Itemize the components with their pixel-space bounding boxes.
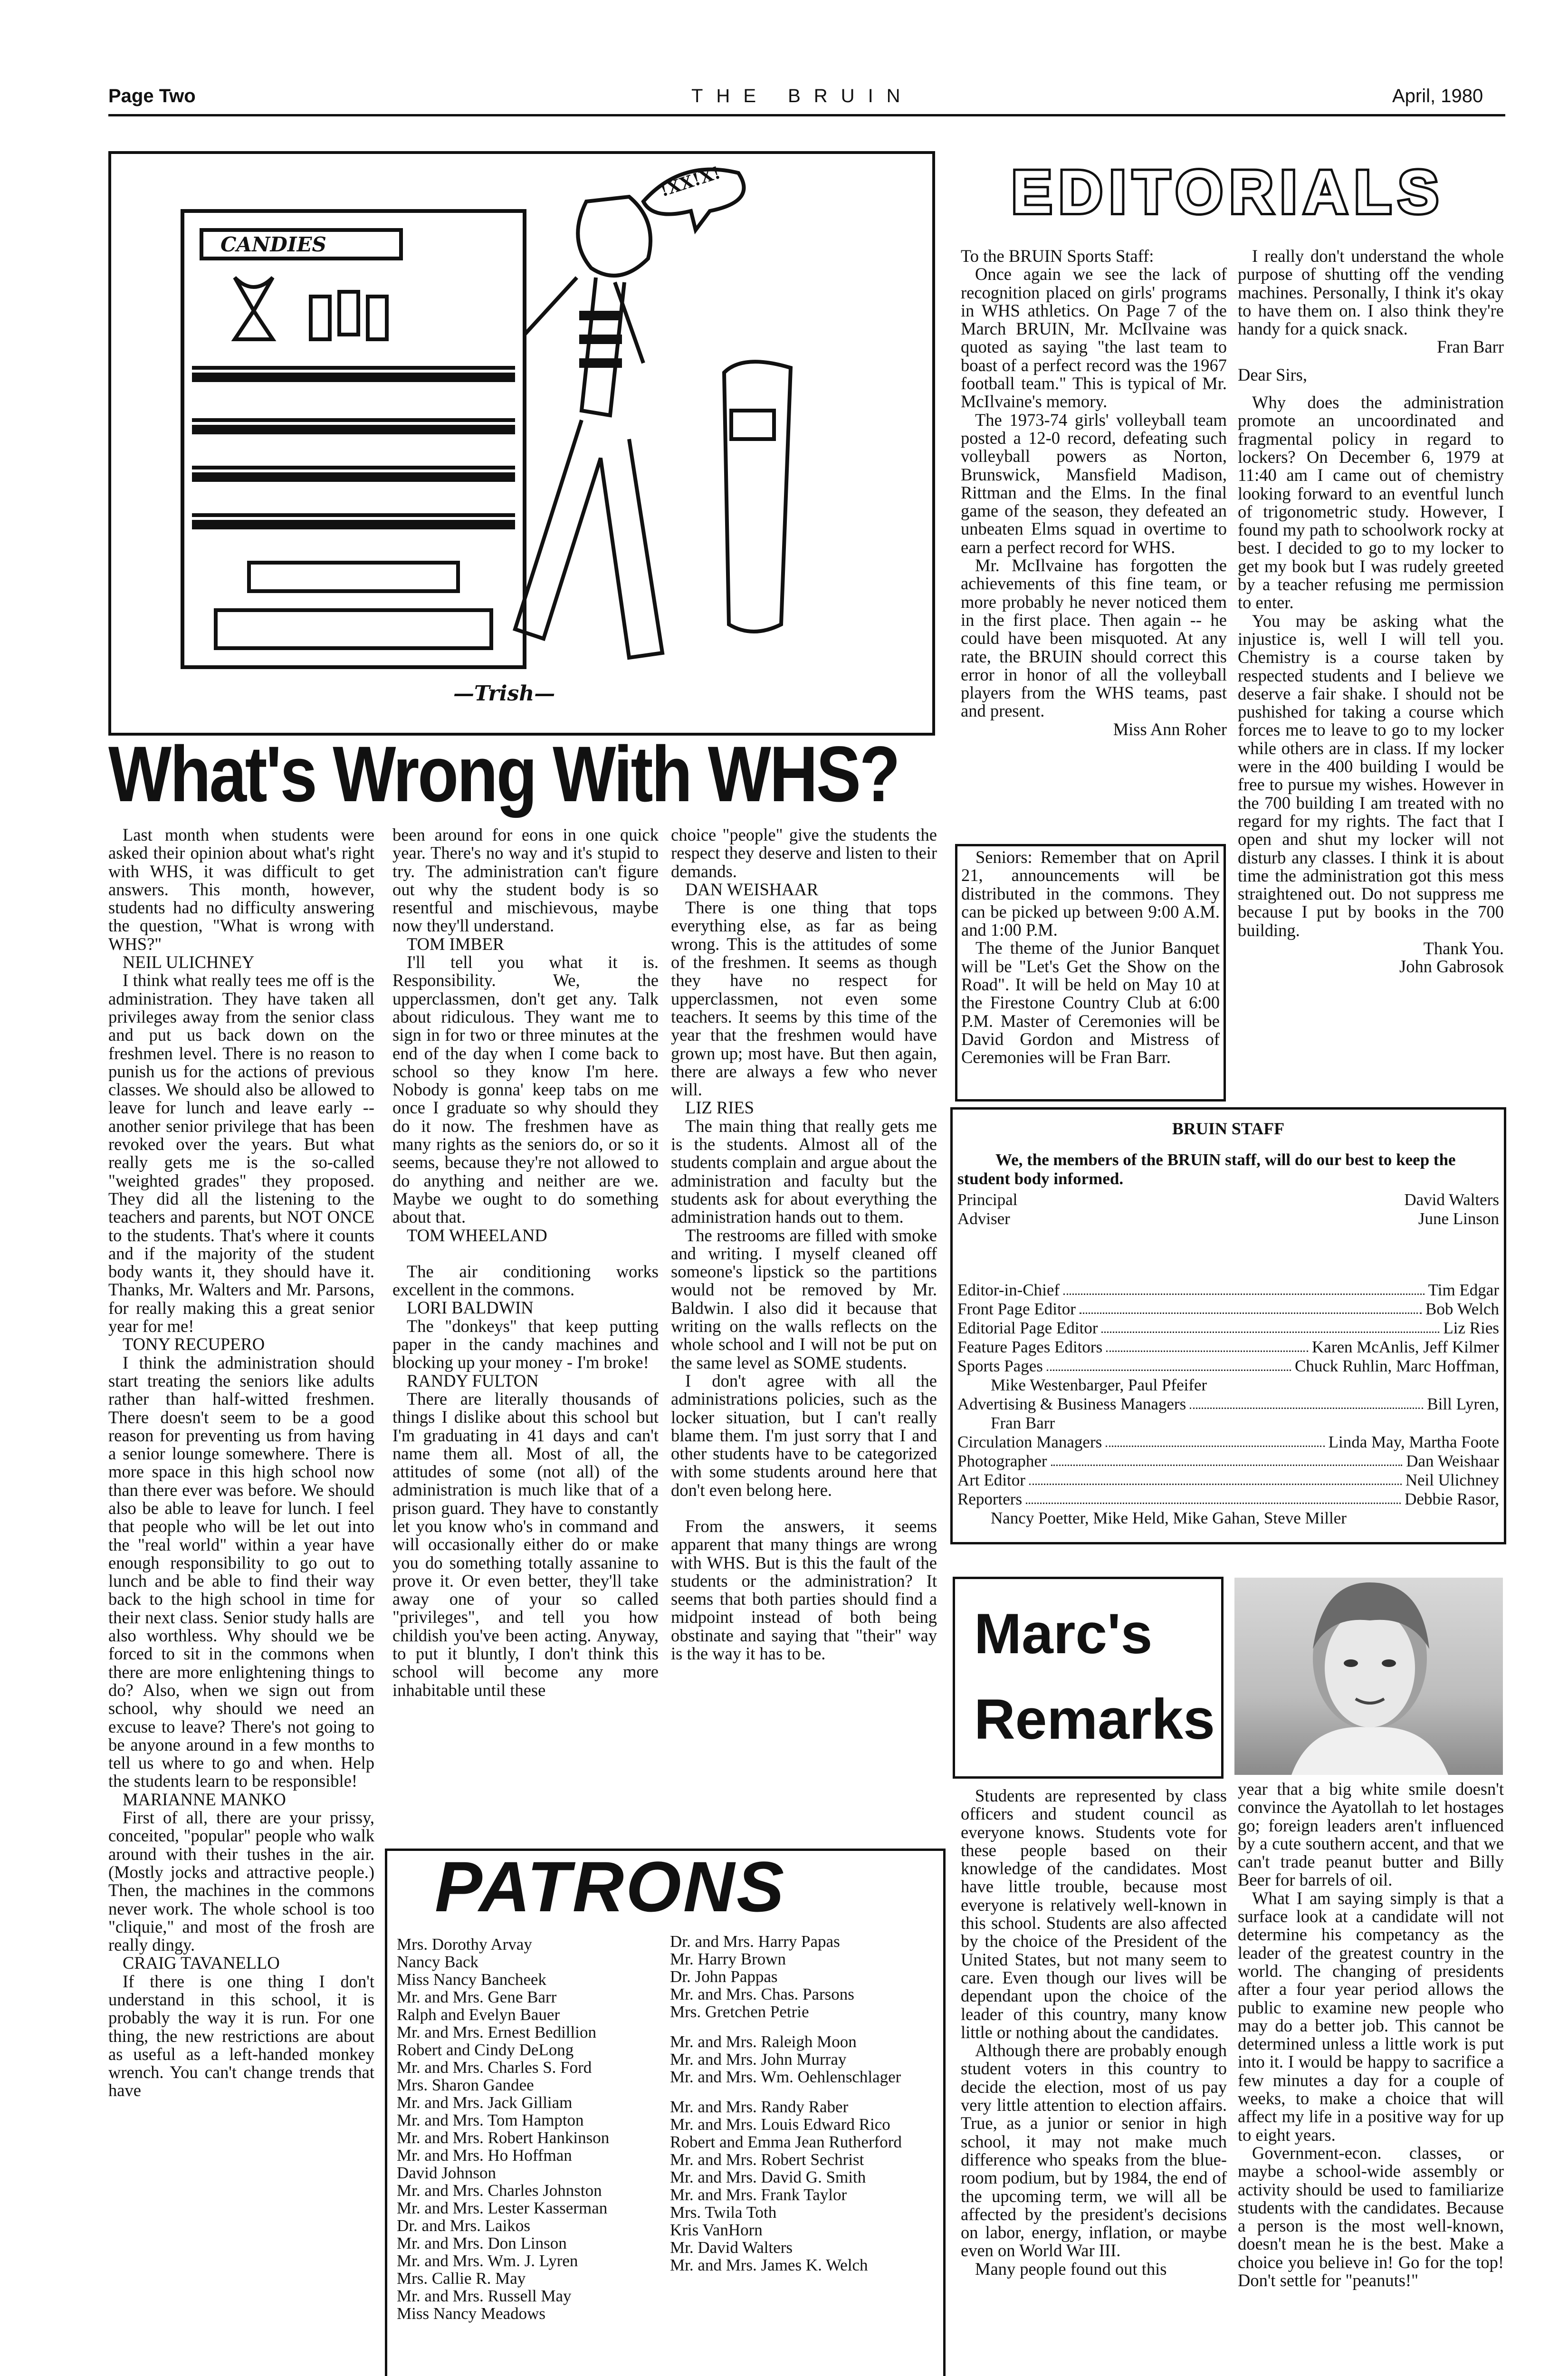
staff-name-continued: Fran Barr bbox=[991, 1414, 1055, 1432]
response-text: The restrooms are filled with smoke and writing. I myself cleaned off someone's lipstick so the partitions would not be removed by Mr. Baldwin. I also did it because that writing on the walls reflects on the whole school and I will not be put on the same level as SOME students. bbox=[671, 1225, 937, 1372]
column-paragraph: Students are represented by class officers and student council as everyone knows. Students vote for these people based on their knowledge of the candidates. Most have little trouble, because most everyone is relatively well-known in this school. Students are also affected by the choice of the President of the United States, but not many seem to care. Even though our lives will be dependant upon the choice of the leader of this country, many know little or nothing about the candidates. bbox=[961, 1786, 1227, 2042]
principal-label: Principal bbox=[957, 1190, 1018, 1209]
column-paragraph: Many people found out this bbox=[975, 2259, 1167, 2279]
staff-role: Advertising & Business Managers bbox=[957, 1395, 1186, 1413]
staff-list bbox=[957, 1281, 1499, 1528]
article-conclusion: From the answers, it seems apparent that many things are wrong with WHS. But is this the fault of the students or the administration? It seems that both parties should find a midpoint instead of both being obstinate and saying that "their" way is the way it has to be. bbox=[671, 1516, 937, 1664]
cartoon-signature: —Trish— bbox=[453, 681, 555, 706]
leader-dots bbox=[1026, 1490, 1401, 1504]
column-paragraph: Although there are probably enough student voters in this country to decide the election, most of us pay very little attention to election affairs. True, as a junior or senior in high school, it may not make much difference who speaks from the blue-room podium, but by 1984, the end of the upcoming term, we will all be affected by the president's decisions on labor, energy, inflation, or maybe even on World War III. bbox=[961, 2041, 1227, 2261]
respondent-name: NEIL ULICHNEY bbox=[123, 952, 255, 972]
leader-dots bbox=[1063, 1281, 1425, 1295]
staff-role: Sports Pages bbox=[957, 1357, 1043, 1375]
adviser-label: Adviser bbox=[957, 1209, 1010, 1228]
letter-paragraph: The 1973-74 girls' volleyball team posted a 12-0 record, defeating such volleyball powers as Norton, Brunswick, Mansfield Madison, Rittman and the Elms. In the final game of the season, they defeated an unbeaten Elms squad in overtime to earn a perfect record for WHS. bbox=[961, 410, 1227, 557]
staff-name: Dan Weishaar bbox=[1406, 1452, 1499, 1470]
letter-salutation: Dear Sirs, bbox=[1238, 364, 1307, 384]
patron-name: Mr. and Mrs. Don Linson bbox=[397, 2234, 567, 2252]
vending-machine-cartoon bbox=[111, 154, 932, 733]
staff-name: Linda May, Martha Foote bbox=[1328, 1433, 1499, 1451]
patron-gap bbox=[670, 2086, 936, 2098]
leader-dots bbox=[1106, 1338, 1308, 1352]
staff-box bbox=[950, 1107, 1506, 1544]
patrons-title: PATRONS bbox=[435, 1847, 786, 1926]
cartoon-speech-text: !XX!X! bbox=[657, 163, 723, 201]
staff-row bbox=[957, 1357, 1499, 1376]
response-text: There are literally thousands of things I dislike about this school but I'm graduating in 41 days and can't name them all. Most of all, the attitudes of some (not all) of the administration is much like that of a prison guard. They have to constantly let you know who's in command and will occasionally either do or make you do something totally assanine to prove it. Or even better, they'll take away one of your so called "privileges", and tell you how childish you've been acting. Anyway, to put it bluntly, I don't think this school will become any more inhabitable until these bbox=[392, 1389, 659, 1700]
column-header-box bbox=[953, 1577, 1224, 1779]
staff-name: Liz Ries bbox=[1443, 1319, 1499, 1337]
staff-name: Karen McAnlis, Jeff Kilmer bbox=[1312, 1338, 1499, 1356]
staff-role: Editor-in-Chief bbox=[957, 1281, 1060, 1299]
article-column-2 bbox=[392, 826, 659, 1699]
patron-name: Mr. and Mrs. James K. Welch bbox=[670, 2256, 868, 2274]
response-text: There is one thing that tops everything else, as far as being wrong. This is the attitudes of some of the freshmen. It seems as though they have no respect for upperclassmen, not even some teachers. It seems by this time of the year that the freshmen would have grown up; most have. But then again, there are always a few who never will. bbox=[671, 898, 937, 1100]
staff-row bbox=[957, 1471, 1499, 1490]
column-title-line-1: Marc's bbox=[974, 1602, 1153, 1666]
patron-name: Mrs. Callie R. May bbox=[397, 2269, 526, 2288]
staff-role: Art Editor bbox=[957, 1471, 1025, 1489]
staff-role: Photographer bbox=[957, 1452, 1047, 1470]
patron-name: Mr. and Mrs. Wm. Oehlenschlager bbox=[670, 2068, 901, 2086]
response-text: I'll tell you what it is. Responsibility. We, the upperclassmen, don't get any. Talk about ridiculous. They want me to sign in for two or three minutes at the end of the day when I come back to school so they know I'm here. Nobody is gonna' keep tabs on me once I graduate so why should they do it now. The freshmen have as many rights as the seniors do, or so it seems, because they're not allowed to do anything and neither are we. Maybe we ought to do something about that. bbox=[392, 952, 659, 1227]
staff-name: Bob Welch bbox=[1425, 1300, 1499, 1318]
patron-name: Robert and Emma Jean Rutherford bbox=[670, 2133, 902, 2151]
response-text: The main thing that really gets me is the students. Almost all of the students complain and argue about the administration and faculty but the students ask for about everything the administration hands out to them. bbox=[671, 1116, 937, 1227]
patron-name: Mr. and Mrs. Tom Hampton bbox=[397, 2111, 584, 2129]
response-text: If there is one thing I don't understand in this school, it is probably the way it is run. For one thing, the new restrictions are about as useful as a left-handed monkey wrench. You can't change trends that have bbox=[108, 1971, 374, 2100]
response-text: I don't agree with all the administrations policies, such as the locker situation, but I can't really blame them. I'm just sorry that I and other students have to be categorized with some students around here that don't even belong here. bbox=[671, 1370, 937, 1500]
patron-name: Ralph and Evelyn Bauer bbox=[397, 2005, 560, 2024]
response-text: The air conditioning works excellent in the commons. bbox=[392, 1261, 659, 1300]
staff-name-continued: Nancy Poetter, Mike Held, Mike Gahan, Steve Miller bbox=[991, 1509, 1347, 1527]
respondent-name: RANDY FULTON bbox=[407, 1370, 539, 1390]
letter-paragraph: You may be asking what the injustice is, well I will tell you. Chemistry is a course taken by respected students and I believe we deserve a fair shake. I should not be pushished for taking a course which forces me to leave to go to my locker while others are in class. If my locker were in the 400 building I would be free to pursue my wishes. However in the 700 building I am treated with no regard for my rights. The fact that I open and shut my locker will not disturb any classes. I think it is about time the administration got this mess straightened out. Do not suppress me because I put by books in the 700 building. bbox=[1238, 611, 1504, 940]
announcement-text bbox=[961, 848, 1220, 1067]
staff-role: Circulation Managers bbox=[957, 1433, 1102, 1451]
patron-name: Miss Nancy Bancheek bbox=[397, 1970, 546, 1989]
letter-closing: Thank You. bbox=[1423, 938, 1504, 958]
column-title-line-2: Remarks bbox=[974, 1687, 1215, 1751]
letter-paragraph: Mr. McIlvaine has forgotten the achievements of this fine team, or more probably he never noticed them in the first place. Then again -- he could have been misquoted. At any rate, the BRUIN should correct this error in honor of all the volleyball players from the WHS teams, past and present. bbox=[961, 556, 1227, 721]
staff-name: Neil Ulichney bbox=[1405, 1471, 1499, 1489]
candies-sign-text: CANDIES bbox=[220, 233, 326, 256]
respondent-name: MARIANNE MANKO bbox=[123, 1789, 286, 1809]
patron-name: Mr. and Mrs. Charles S. Ford bbox=[397, 2058, 592, 2077]
leader-dots bbox=[1029, 1471, 1402, 1485]
patron-name: Mr. and Mrs. Chas. Parsons bbox=[670, 1985, 854, 2003]
patron-name: Mr. and Mrs. Gene Barr bbox=[397, 1988, 557, 2006]
patron-name: Mr. and Mrs. Robert Sechrist bbox=[670, 2150, 864, 2169]
column-paragraph: year that a big white smile doesn't convince the Ayatollah to let hostages go; foreign leaders aren't influenced by a cute southern accent, and that we can't trade peanut butter and Billy Beer for barrels of oil. bbox=[1238, 1779, 1504, 1890]
staff-row bbox=[957, 1433, 1499, 1452]
patron-name: Mrs. Dorothy Arvay bbox=[397, 1935, 532, 1954]
staff-row bbox=[957, 1338, 1499, 1357]
leader-dots bbox=[1047, 1357, 1291, 1371]
staff-name: Chuck Ruhlin, Marc Hoffman, bbox=[1295, 1357, 1499, 1375]
editorials-banner bbox=[955, 157, 1501, 228]
column-paragraph: What I am saying simply is that a surface look at a candidate will not determine his competancy as the leader of the greatest country in the world. The changing of presidents after a four year period allows the public to examine new people who may do a better job. This cannot be determined unless a little work is put into it. I would be happy to sacrifice a few minutes a day for a couple of weeks, to make a choice that will affect my life in a positive way for up to eight years. bbox=[1238, 1888, 1504, 2145]
patron-name: Mr. and Mrs. Wm. J. Lyren bbox=[397, 2251, 578, 2270]
staff-name: Debbie Rasor, bbox=[1405, 1490, 1499, 1508]
respondent-name: LIZ RIES bbox=[685, 1098, 754, 1118]
staff-row bbox=[957, 1319, 1499, 1338]
patron-name: Mr. and Mrs. Raleigh Moon bbox=[670, 2032, 857, 2051]
staff-name-continued: Mike Westenbarger, Paul Pfeifer bbox=[991, 1376, 1207, 1394]
response-text: I think what really tees me off is the administration. They have taken all privileges away from the senior class and put us back down on the freshmen level. There is no reason to punish us for the actions of previous classes. We should also be allowed to leave for lunch and leave early -- another senior privilege that has been revoked over the years. But what really gets me is the so-called "weighted grades" they proposed. They did all the listening to the teachers and parents, but NOT ONCE to the students. That's where it counts and if the majority of the student body wants it, they should have it. Thanks, Mr. Walters and Mr. Parsons, for really making this a great senior year for me! bbox=[108, 970, 374, 1336]
staff-intro: We, the members of the BRUIN staff, will do our best to keep the student body informed. bbox=[957, 1150, 1456, 1188]
patron-name: Mr. and Mrs. Charles Johnston bbox=[397, 2181, 602, 2200]
banquet-announcement: The theme of the Junior Banquet will be "Let's Get the Show on the Road". It will be held on May 10 at the Firestone Country Club at 6:00 P.M. Master of Ceremonies will be David Gordon and Mistress of Ceremonies will be Fran Barr. bbox=[961, 938, 1220, 1067]
letter-signature: Fran Barr bbox=[1437, 337, 1504, 357]
response-text: First of all, there are your prissy, conceited, "popular" people who walk around with their tushes in the air. (Mostly jocks and attractive people.) Then, the machines in the commons never work. The whole school is too "cliquie," and most of the frosh are really dingy. bbox=[108, 1808, 374, 1955]
patron-name: Dr. and Mrs. Laikos bbox=[397, 2216, 530, 2235]
response-text: choice "people" give the students the respect they deserve and listen to their demands. bbox=[671, 825, 937, 881]
letter-signature: Miss Ann Roher bbox=[1113, 719, 1227, 739]
leader-dots bbox=[1190, 1395, 1423, 1409]
editorials-banner-text: EDITORIALS bbox=[1011, 158, 1445, 226]
newspaper-name: THE BRUIN bbox=[691, 86, 914, 106]
senior-announcement: Seniors: Remember that on April 21, announcements will be distributed in the commons. They can be picked up between 9:00 A.M. and 1:00 P.M. bbox=[961, 847, 1220, 940]
staff-role: Feature Pages Editors bbox=[957, 1338, 1103, 1356]
article-column-3 bbox=[671, 826, 937, 1663]
patron-name: David Johnson bbox=[397, 2164, 497, 2182]
staff-name: Tim Edgar bbox=[1428, 1281, 1499, 1299]
respondent-name: TOM WHEELAND bbox=[407, 1225, 547, 1245]
staff-role: Front Page Editor bbox=[957, 1300, 1076, 1318]
patron-name: Mr. David Walters bbox=[670, 2238, 793, 2257]
letter-salutation: To the BRUIN Sports Staff: bbox=[961, 246, 1154, 266]
patron-name: Mr. and Mrs. Louis Edward Rico bbox=[670, 2115, 890, 2134]
response-text: The "donkeys" that keep putting paper in the candy machines and blocking up your money - I'm broke! bbox=[392, 1316, 659, 1372]
leader-dots bbox=[1101, 1319, 1439, 1333]
respondent-name: LORI BALDWIN bbox=[407, 1298, 534, 1318]
adviser-name: June Linson bbox=[1418, 1209, 1499, 1228]
page-number: Page Two bbox=[108, 86, 196, 106]
article-intro: Last month when students were asked their opinion about what's right with WHS, it was difficult to get answers. This month, however, students had no difficulty answering the question, "What is wrong with WHS?" bbox=[108, 825, 374, 954]
patron-name: Mr. Harry Brown bbox=[670, 1950, 786, 1968]
principal-name: David Walters bbox=[1404, 1190, 1499, 1209]
respondent-name: TOM IMBER bbox=[407, 934, 505, 954]
respondent-name: CRAIG TAVANELLO bbox=[123, 1953, 280, 1973]
patron-name: Mr. and Mrs. Ho Hoffman bbox=[397, 2146, 572, 2165]
leader-dots bbox=[1051, 1452, 1403, 1466]
staff-row bbox=[957, 1300, 1499, 1319]
response-text: I think the administration should start treating the seniors like adults rather than half-witted freshmen. There doesn't seem to be a good reason for preventing us from having a senior lounge somewhere. There is more space in this high school now than there ever was before. We should also be able to leave for lunch. I feel that people who will be let out into the "real world" within a year have enough responsibility to go out to lunch and be able to find their way back to the high school in time for their next class. Senior study halls are also worthless. Why should we be forced to sit in the commons when there are more enlightening things to do? Also, when we sign out from school, why should we need an excuse to leave? There's not going to be anyone around in a few months to tell us where to go and when. Help the students learn to be responsible! bbox=[108, 1352, 374, 1791]
patron-name: Mr. and Mrs. Ernest Bedillion bbox=[397, 2023, 596, 2041]
staff-row bbox=[957, 1395, 1499, 1414]
column-text-2 bbox=[1238, 1780, 1504, 2290]
response-text: been around for eons in one quick year. There's no way and it's stupid to try. The administration can't figure out why the student body is so resentful and mischievous, maybe now they'll understand. bbox=[392, 825, 659, 936]
patron-name: Miss Nancy Meadows bbox=[397, 2304, 546, 2323]
column-text-1 bbox=[961, 1787, 1227, 2278]
article-column-1 bbox=[108, 826, 374, 2100]
staff-title: BRUIN STAFF bbox=[1172, 1119, 1285, 1138]
patron-name: Mr. and Mrs. John Murray bbox=[670, 2050, 847, 2069]
main-headline: What's Wrong With WHS? bbox=[108, 730, 899, 818]
patron-name: Mr. and Mrs. Frank Taylor bbox=[670, 2185, 847, 2204]
patron-name: Robert and Cindy DeLong bbox=[397, 2041, 574, 2059]
staff-row bbox=[957, 1452, 1499, 1471]
staff-role: Editorial Page Editor bbox=[957, 1319, 1098, 1337]
patron-name: Mr. and Mrs. Russell May bbox=[397, 2287, 572, 2305]
patrons-box bbox=[385, 1849, 946, 2376]
patron-name: Mr. and Mrs. David G. Smith bbox=[670, 2168, 866, 2186]
patron-name: Kris VanHorn bbox=[670, 2221, 763, 2239]
respondent-name: TONY RECUPERO bbox=[123, 1334, 265, 1354]
patron-name: Mrs. Gretchen Petrie bbox=[670, 2002, 809, 2021]
leader-dots bbox=[1080, 1300, 1422, 1314]
patrons-list-1 bbox=[397, 1935, 663, 2322]
staff-role: Reporters bbox=[957, 1490, 1023, 1508]
patron-name: Mr. and Mrs. Robert Hankinson bbox=[397, 2128, 610, 2147]
announcement-box bbox=[955, 844, 1226, 1102]
patron-name: Mrs. Sharon Gandee bbox=[397, 2076, 534, 2094]
patron-name: Dr. John Pappas bbox=[670, 1967, 778, 1986]
leader-dots bbox=[1106, 1433, 1324, 1447]
issue-date: April, 1980 bbox=[1392, 86, 1483, 106]
letter-paragraph: I really don't understand the whole purpose of shutting off the vending machines. Personally, I think it's okay to have them on. I also think they're handy for a quick snack. bbox=[1238, 246, 1504, 339]
patron-name: Mrs. Twila Toth bbox=[670, 2203, 777, 2222]
patron-gap bbox=[670, 2021, 936, 2033]
patron-name: Mr. and Mrs. Randy Raber bbox=[670, 2098, 849, 2116]
patron-name: Mr. and Mrs. Jack Gilliam bbox=[397, 2093, 573, 2112]
staff-name: Bill Lyren, bbox=[1427, 1395, 1499, 1413]
letter-sports-staff bbox=[961, 247, 1227, 738]
cartoon-frame bbox=[108, 151, 935, 736]
staff-row bbox=[957, 1490, 1499, 1509]
letter-signature: John Gabrosok bbox=[1399, 957, 1504, 977]
column-paragraph: Government-econ. classes, or maybe a school-wide assembly or activity should be used to familiarize students with the candidates. Because a person is the most well-known, doesn't mean he is the best. Make a choice you believe in! Go for the top! Don't settle for "peanuts!" bbox=[1238, 2143, 1504, 2290]
patron-name: Mr. and Mrs. Lester Kasserman bbox=[397, 2199, 608, 2217]
letter-column-right bbox=[1238, 247, 1504, 976]
patron-name: Dr. and Mrs. Harry Papas bbox=[670, 1932, 840, 1951]
staff-row bbox=[957, 1281, 1499, 1300]
columnist-photo bbox=[1234, 1578, 1503, 1775]
letter-paragraph: Why does the administration promote an uncoordinated and fragmental policy in regard to lockers? On December 6, 1979 at 11:40 am I came out of chemistry looking forward to an eventful lunch of trigonometric study. However, I found my path to schoolwork rocky at best. I decided to go to my locker to get my book but I was rudely greeted by a teacher refusing me permission to enter. bbox=[1238, 393, 1504, 613]
header-rule bbox=[108, 114, 1505, 116]
patron-name: Nancy Back bbox=[397, 1953, 479, 1971]
letter-paragraph: Once again we see the lack of recognition placed on girls' programs in WHS athletics. On Page 7 of the March BRUIN, Mr. McIlvaine was quoted as saying "the last team to boast of a perfect record was the 1967 football team." This is typical of Mr. McIlvaine's memory. bbox=[961, 264, 1227, 412]
patrons-list-2 bbox=[670, 1933, 936, 2274]
respondent-name: DAN WEISHAAR bbox=[685, 879, 819, 899]
